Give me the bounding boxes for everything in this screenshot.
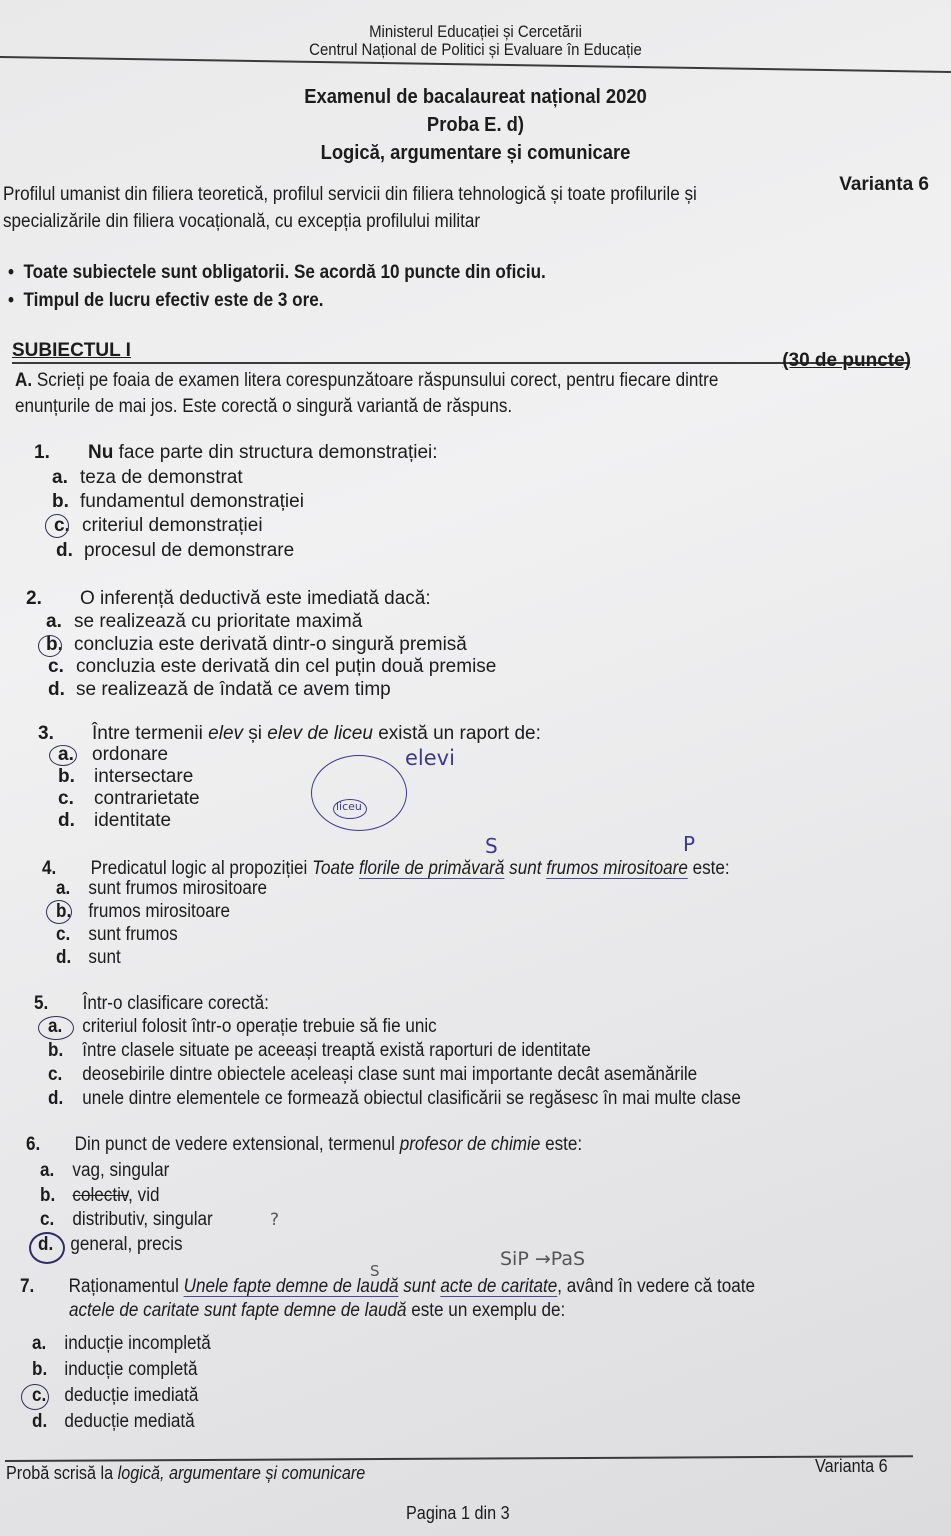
subject-mark: S — [370, 1262, 380, 1280]
q1-option-a[interactable]: a. teza de demonstrat — [52, 467, 243, 488]
q2-option-a[interactable]: a. se realizează cu prioritate maximă — [46, 611, 363, 632]
euler-outer-label: elevi — [405, 746, 455, 770]
answer-circle-mark — [46, 900, 72, 924]
q5-option-c[interactable]: c. deosebirile dintre obiectele aceleași clase sunt mai importante decât asemănările — [48, 1064, 698, 1085]
q1-option-d[interactable]: d. procesul de demonstrare — [56, 540, 295, 561]
section-title: SUBIECTUL I — [12, 340, 131, 361]
conversion-annotation: SiP →PaS — [500, 1248, 586, 1270]
question-5: 5. Într-o clasificare corectă: — [34, 993, 269, 1014]
section-divider — [12, 362, 910, 364]
variant-label: Varianta 6 — [839, 174, 929, 195]
question-1: 1. Nu face parte din structura demonstrației: — [34, 442, 438, 463]
proba-label: Proba E. d) — [426, 114, 525, 136]
q4-option-c[interactable]: c. sunt frumos — [56, 924, 178, 945]
bullet-icon: • — [8, 262, 24, 283]
q5-option-d[interactable]: d. unele dintre elementele ce formează obiectul clasificării se regăsesc în mai multe clase — [48, 1088, 741, 1109]
question-3: 3. Între termenii elev și elev de liceu există un raport de: — [38, 723, 541, 744]
q5-option-a[interactable]: a. criteriul folosit într-o operație trebuie să fie unic — [48, 1016, 437, 1037]
question-7-line2: actele de caritate sunt fapte demne de laudă este un exemplu de: — [69, 1300, 566, 1321]
section-points: (30 de puncte) — [782, 350, 911, 371]
q1-option-c[interactable]: c. criteriul demonstrației — [54, 515, 263, 536]
q5-option-b[interactable]: b. între clasele situate pe aceeași treaptă există raporturi de identitate — [48, 1040, 591, 1061]
question-4: 4. Predicatul logic al propoziției Toate florile de primăvară sunt frumos mirositoare este: — [42, 858, 730, 879]
q4-option-d[interactable]: d. sunt — [56, 947, 121, 968]
answer-circle-mark — [45, 514, 69, 538]
footer-exam-label: Probă scrisă la logică, argumentare și comunicare — [6, 1463, 366, 1483]
q3-option-c[interactable]: c. contrarietate — [58, 788, 200, 809]
profile-text-line1: Profilul umanist din filiera teoretică, profilul servicii din filiera tehnologică și toate profilurile și — [3, 184, 697, 205]
instruction-line1: A. Scrieți pe foaia de examen litera corespunzătoare răspunsului corect, pentru fiecare dintre — [15, 370, 719, 391]
q3-option-a[interactable]: a. ordonare — [58, 744, 169, 765]
q4-option-a[interactable]: a. sunt frumos mirositoare — [56, 878, 268, 899]
instruction-line2: enunțurile de mai jos. Este corectă o singură variantă de răspuns. — [15, 396, 513, 417]
ministry-name: Ministerul Educației și Cercetării — [369, 22, 582, 41]
q6-option-a[interactable]: a. vag, singular — [40, 1160, 170, 1181]
q7-option-d[interactable]: d. deducție mediată — [32, 1411, 195, 1432]
footer-divider — [5, 1455, 913, 1461]
q1-option-b[interactable]: b. fundamentul demonstrației — [52, 491, 304, 512]
q2-option-b[interactable]: b. concluzia este derivată dintr-o singură premisă — [46, 634, 467, 655]
predicate-mark: P — [683, 832, 696, 856]
center-name: Centrul Național de Politici și Evaluare în Educație — [309, 40, 642, 59]
bullet-icon: • — [8, 290, 24, 311]
q6-option-c[interactable]: c. distributiv, singular — [40, 1209, 213, 1230]
rule-item: • Toate subiectele sunt obligatorii. Se acordă 10 puncte din oficiu. — [8, 262, 546, 283]
footer-variant: Varianta 6 — [815, 1456, 888, 1476]
q3-option-d[interactable]: d. identitate — [58, 810, 172, 831]
question-6: 6. Din punct de vedere extensional, termenul profesor de chimie este: — [26, 1134, 583, 1155]
answer-circle-mark — [21, 1384, 49, 1410]
question-mark-annotation: ? — [270, 1210, 280, 1230]
page-number: Pagina 1 din 3 — [406, 1503, 510, 1523]
answer-circle-mark — [38, 635, 62, 657]
q6-option-d[interactable]: d. general, precis — [38, 1234, 183, 1255]
exam-title: Examenul de bacalaureat național 2020 — [304, 86, 647, 108]
profile-text-line2: specializările din filiera vocațională, cu excepția profilului militar — [3, 211, 481, 232]
q4-option-b[interactable]: b. frumos mirositoare — [56, 901, 230, 922]
question-7: 7. Raționamentul Unele fapte demne de laudă sunt acte de caritate, având în vedere că toate — [20, 1276, 755, 1297]
answer-circle-mark — [49, 745, 77, 766]
subject-mark: S — [485, 834, 498, 858]
rule-item: • Timpul de lucru efectiv este de 3 ore. — [8, 290, 324, 311]
question-2: 2. O inferență deductivă este imediată dacă: — [26, 588, 431, 609]
q2-option-d[interactable]: d. se realizează de îndată ce avem timp — [48, 679, 391, 700]
q7-option-a[interactable]: a. inducție incompletă — [32, 1333, 211, 1354]
subject-title: Logică, argumentare și comunicare — [320, 142, 631, 164]
answer-circle-mark — [29, 1232, 65, 1264]
q6-option-b[interactable]: b. colectiv, vid — [40, 1185, 160, 1206]
answer-circle-mark — [38, 1016, 74, 1040]
q2-option-c[interactable]: c. concluzia este derivată din cel puțin două premise — [48, 656, 497, 677]
q7-option-b[interactable]: b. inducție completă — [32, 1359, 198, 1380]
euler-inner-label: liceu — [336, 800, 362, 813]
q7-option-c[interactable]: c. deducție imediată — [32, 1385, 199, 1406]
euler-outer-circle — [311, 755, 407, 831]
q3-option-b[interactable]: b. intersectare — [58, 766, 194, 787]
